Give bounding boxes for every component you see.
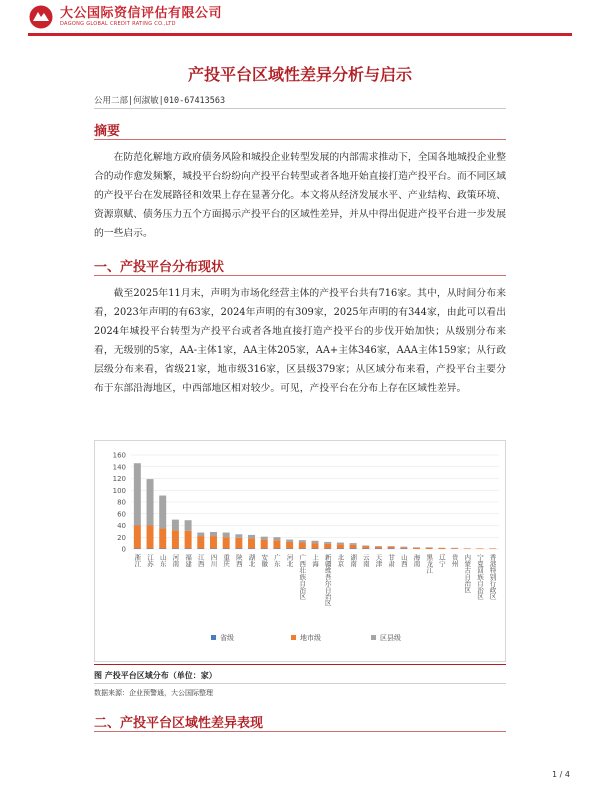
bar-黑龙江-区县级 (426, 547, 433, 548)
bar-山东-地市级 (159, 528, 166, 548)
x-tick-label-2: 山东 (158, 554, 167, 567)
x-tick-label-8: 陕西 (234, 554, 243, 567)
section-1-heading: 一、产投平台分布现状 (94, 260, 225, 275)
bar-河北-区县级 (286, 540, 293, 542)
figure-source: 数据来源：企业预警通，大公国际整理 (94, 689, 213, 697)
section-2-heading: 二、产投平台区域性差异表现 (94, 716, 264, 731)
bar-安徽-区县级 (261, 537, 268, 540)
bar-香港特别行政区-地市级 (489, 548, 496, 549)
author-line: 公用二部|何淑敏|010-67413563 (94, 96, 226, 106)
caption-divider-top (94, 664, 506, 665)
x-tick-label-16: 北京 (336, 554, 345, 567)
bar-浙江-省级 (134, 548, 141, 549)
bar-江苏-区县级 (147, 479, 154, 525)
bar-海南-区县级 (413, 547, 420, 548)
bar-北京-地市级 (337, 544, 344, 548)
bar-上海-地市级 (312, 543, 319, 548)
page-number: 1 / 4 (552, 770, 570, 779)
x-tick-label-18: 云南 (361, 554, 370, 567)
x-tick-label-26: 内蒙古自治区 (463, 554, 472, 593)
abstract-paragraph: 在防范化解地方政府债务风险和城投企业转型发展的内部需求推动下，全国各地城投企业整合的动作愈发频繁，城投平台纷纷向产投平台转型或者各地开始直接打造产投平台。而不同区域的产投平台在发展路径和效果上存在显著分化。本文将从经济发展水平、产业结构、政策环境、资源禀赋、债务压力五个方面揭示产投平台的区域性差异，并从中得出促进产投平台进一步发展的一些启示。 (94, 152, 506, 239)
bar-福建-地市级 (185, 531, 192, 549)
legend-swatch-1 (291, 635, 296, 640)
x-tick-label-21: 山西 (399, 554, 408, 567)
page-header (0, 0, 600, 40)
x-tick-label-20: 甘肃 (387, 554, 396, 567)
bar-甘肃-区县级 (388, 546, 395, 547)
bar-重庆-区县级 (223, 533, 230, 538)
bar-河北-地市级 (286, 542, 293, 548)
x-tick-label-22: 海南 (412, 554, 421, 567)
bar-辽宁-地市级 (438, 548, 445, 549)
legend-label-0: 省级 (220, 634, 234, 642)
bar-云南-省级 (362, 548, 369, 549)
y-tick-label-3: 60 (117, 510, 126, 519)
bar-陕西-省级 (235, 548, 242, 549)
y-tick-label-0: 0 (121, 545, 126, 554)
section-1-paragraph: 截至2025年11月末，声明为市场化经营主体的产投平台共有716家。其中，从时间分布来看，2023年声明的有63家，2024年声明的有309家，2025年声明的有344家，由此可以看出2024年城投平台转型为产投平台或者各地直接打造产投平台的步伐开始加快；从级别分布来看，无级别的5家，AA-主体1家，AA主体205家，AA+主体346家，AAA主体159家；从行政层级分布来看，省级21家，地市级316家，区县级379家；从区域分布来看，产投平台主要分布于东部沿海地区，中西部地区相对较少。可见，产投平台在分布上存在区域性差异。 (94, 288, 506, 394)
x-tick-label-6: 四川 (209, 554, 218, 567)
bar-湖南-地市级 (350, 545, 357, 549)
legend-label-2: 区县级 (380, 634, 401, 642)
x-tick-label-19: 天津 (374, 554, 383, 567)
x-tick-label-15: 新疆维吾尔自治区 (323, 554, 332, 606)
bar-河北-省级 (286, 548, 293, 549)
bar-北京-区县级 (337, 543, 344, 545)
region-distribution-chart (95, 441, 507, 663)
bar-山西-地市级 (400, 547, 407, 548)
bar-山西-省级 (400, 548, 407, 549)
bar-云南-区县级 (362, 545, 369, 546)
bar-新疆维吾尔自治区-地市级 (324, 544, 331, 549)
bar-湖南-省级 (350, 548, 357, 549)
header-divider (28, 33, 572, 36)
bar-江西-地市级 (197, 536, 204, 548)
bar-广东-地市级 (273, 540, 280, 548)
x-tick-label-5: 江西 (196, 554, 205, 567)
bar-江西-省级 (197, 548, 204, 549)
bar-山东-省级 (159, 548, 166, 549)
bar-天津-区县级 (375, 546, 382, 547)
bar-湖南-区县级 (350, 543, 357, 545)
x-tick-label-0: 浙江 (133, 554, 142, 567)
bar-浙江-地市级 (134, 526, 141, 549)
bar-广西壮族自治区-地市级 (299, 543, 306, 549)
bar-甘肃-地市级 (388, 547, 395, 549)
y-tick-label-8: 160 (112, 451, 126, 460)
bar-湖北-省级 (248, 548, 255, 549)
logo-english-name: DAGONG GLOBAL CREDIT RATING CO.,LTD (60, 21, 176, 27)
bar-四川-地市级 (210, 536, 217, 548)
y-tick-label-6: 120 (112, 475, 126, 483)
section-2-divider (94, 731, 506, 732)
y-tick-label-4: 80 (117, 498, 126, 507)
bar-云南-地市级 (362, 546, 369, 548)
bar-内蒙古自治区-地市级 (464, 548, 471, 549)
abstract-divider (94, 139, 506, 140)
x-tick-label-28: 香港特别行政区 (488, 554, 497, 600)
bar-四川-区县级 (210, 532, 217, 536)
y-tick-label-7: 140 (112, 463, 126, 472)
bar-江苏-省级 (147, 548, 154, 549)
bar-重庆-省级 (223, 548, 230, 549)
bar-福建-省级 (185, 548, 192, 549)
bar-山西-区县级 (400, 547, 407, 548)
x-tick-label-1: 江苏 (146, 554, 155, 567)
caption-divider (94, 683, 506, 684)
bar-陕西-区县级 (235, 534, 242, 538)
bar-广东-省级 (273, 548, 280, 549)
bar-上海-区县级 (312, 541, 319, 543)
bar-浙江-区县级 (134, 463, 141, 525)
x-tick-label-7: 重庆 (222, 554, 231, 567)
bar-天津-省级 (375, 548, 382, 549)
bar-安徽-省级 (261, 548, 268, 549)
bar-福建-区县级 (185, 520, 192, 531)
x-tick-label-4: 福建 (184, 554, 193, 567)
bar-贵州-区县级 (451, 548, 458, 549)
bar-安徽-地市级 (261, 540, 268, 549)
x-tick-label-9: 湖北 (247, 554, 256, 567)
bar-广西壮族自治区-区县级 (299, 540, 306, 542)
dagong-logo-icon (28, 4, 54, 30)
x-tick-label-17: 湖南 (349, 554, 358, 567)
document-title: 产投平台区域性差异分析与启示 (187, 65, 412, 84)
bar-广东-区县级 (273, 537, 280, 540)
bar-北京-省级 (337, 548, 344, 549)
x-tick-label-12: 河北 (285, 554, 294, 567)
bar-上海-省级 (312, 548, 319, 549)
bar-广西壮族自治区-省级 (299, 548, 306, 549)
y-tick-label-2: 40 (117, 522, 126, 530)
bar-湖北-地市级 (248, 538, 255, 548)
bar-河南-地市级 (172, 530, 179, 548)
bar-甘肃-省级 (388, 548, 395, 549)
bar-河南-区县级 (172, 520, 179, 531)
section-1-divider (94, 275, 506, 276)
x-tick-label-25: 贵州 (450, 554, 459, 567)
x-tick-label-11: 广东 (272, 554, 281, 567)
bar-宁夏回族自治区-地市级 (476, 548, 483, 549)
x-tick-label-27: 宁夏回族自治区 (475, 554, 484, 600)
x-tick-label-10: 安徽 (260, 554, 269, 567)
y-tick-label-5: 100 (112, 486, 126, 495)
y-tick-label-1: 20 (117, 533, 126, 542)
legend-swatch-2 (371, 635, 376, 640)
bar-新疆维吾尔自治区-省级 (324, 548, 331, 549)
bar-山东-区县级 (159, 496, 166, 529)
bar-河南-省级 (172, 548, 179, 549)
bar-贵州-地市级 (451, 548, 458, 549)
logo-chinese-name: 大公国际资信评估有限公司 (60, 6, 223, 21)
bar-江苏-地市级 (147, 526, 154, 549)
bar-四川-省级 (210, 548, 217, 549)
chart-container (94, 440, 506, 662)
bar-海南-地市级 (413, 548, 420, 549)
x-tick-label-14: 上海 (311, 554, 319, 567)
legend-label-1: 地市级 (300, 634, 321, 642)
bar-江西-区县级 (197, 533, 204, 537)
bar-天津-地市级 (375, 547, 382, 549)
x-tick-label-3: 河南 (171, 554, 180, 567)
legend-swatch-0 (211, 635, 216, 640)
bar-湖北-区县级 (248, 535, 255, 539)
abstract-heading: 摘要 (94, 124, 121, 139)
x-tick-label-13: 广西壮族自治区 (298, 554, 307, 600)
bar-重庆-地市级 (223, 537, 230, 548)
figure-caption: 图 产投平台区域分布（单位：家） (94, 671, 217, 680)
x-tick-label-23: 黑龙江 (425, 554, 434, 574)
bar-陕西-地市级 (235, 538, 242, 549)
x-tick-label-24: 辽宁 (437, 554, 446, 567)
bar-新疆维吾尔自治区-区县级 (324, 542, 331, 544)
author-divider (94, 108, 506, 109)
company-logo (28, 4, 222, 30)
bar-黑龙江-地市级 (426, 548, 433, 549)
